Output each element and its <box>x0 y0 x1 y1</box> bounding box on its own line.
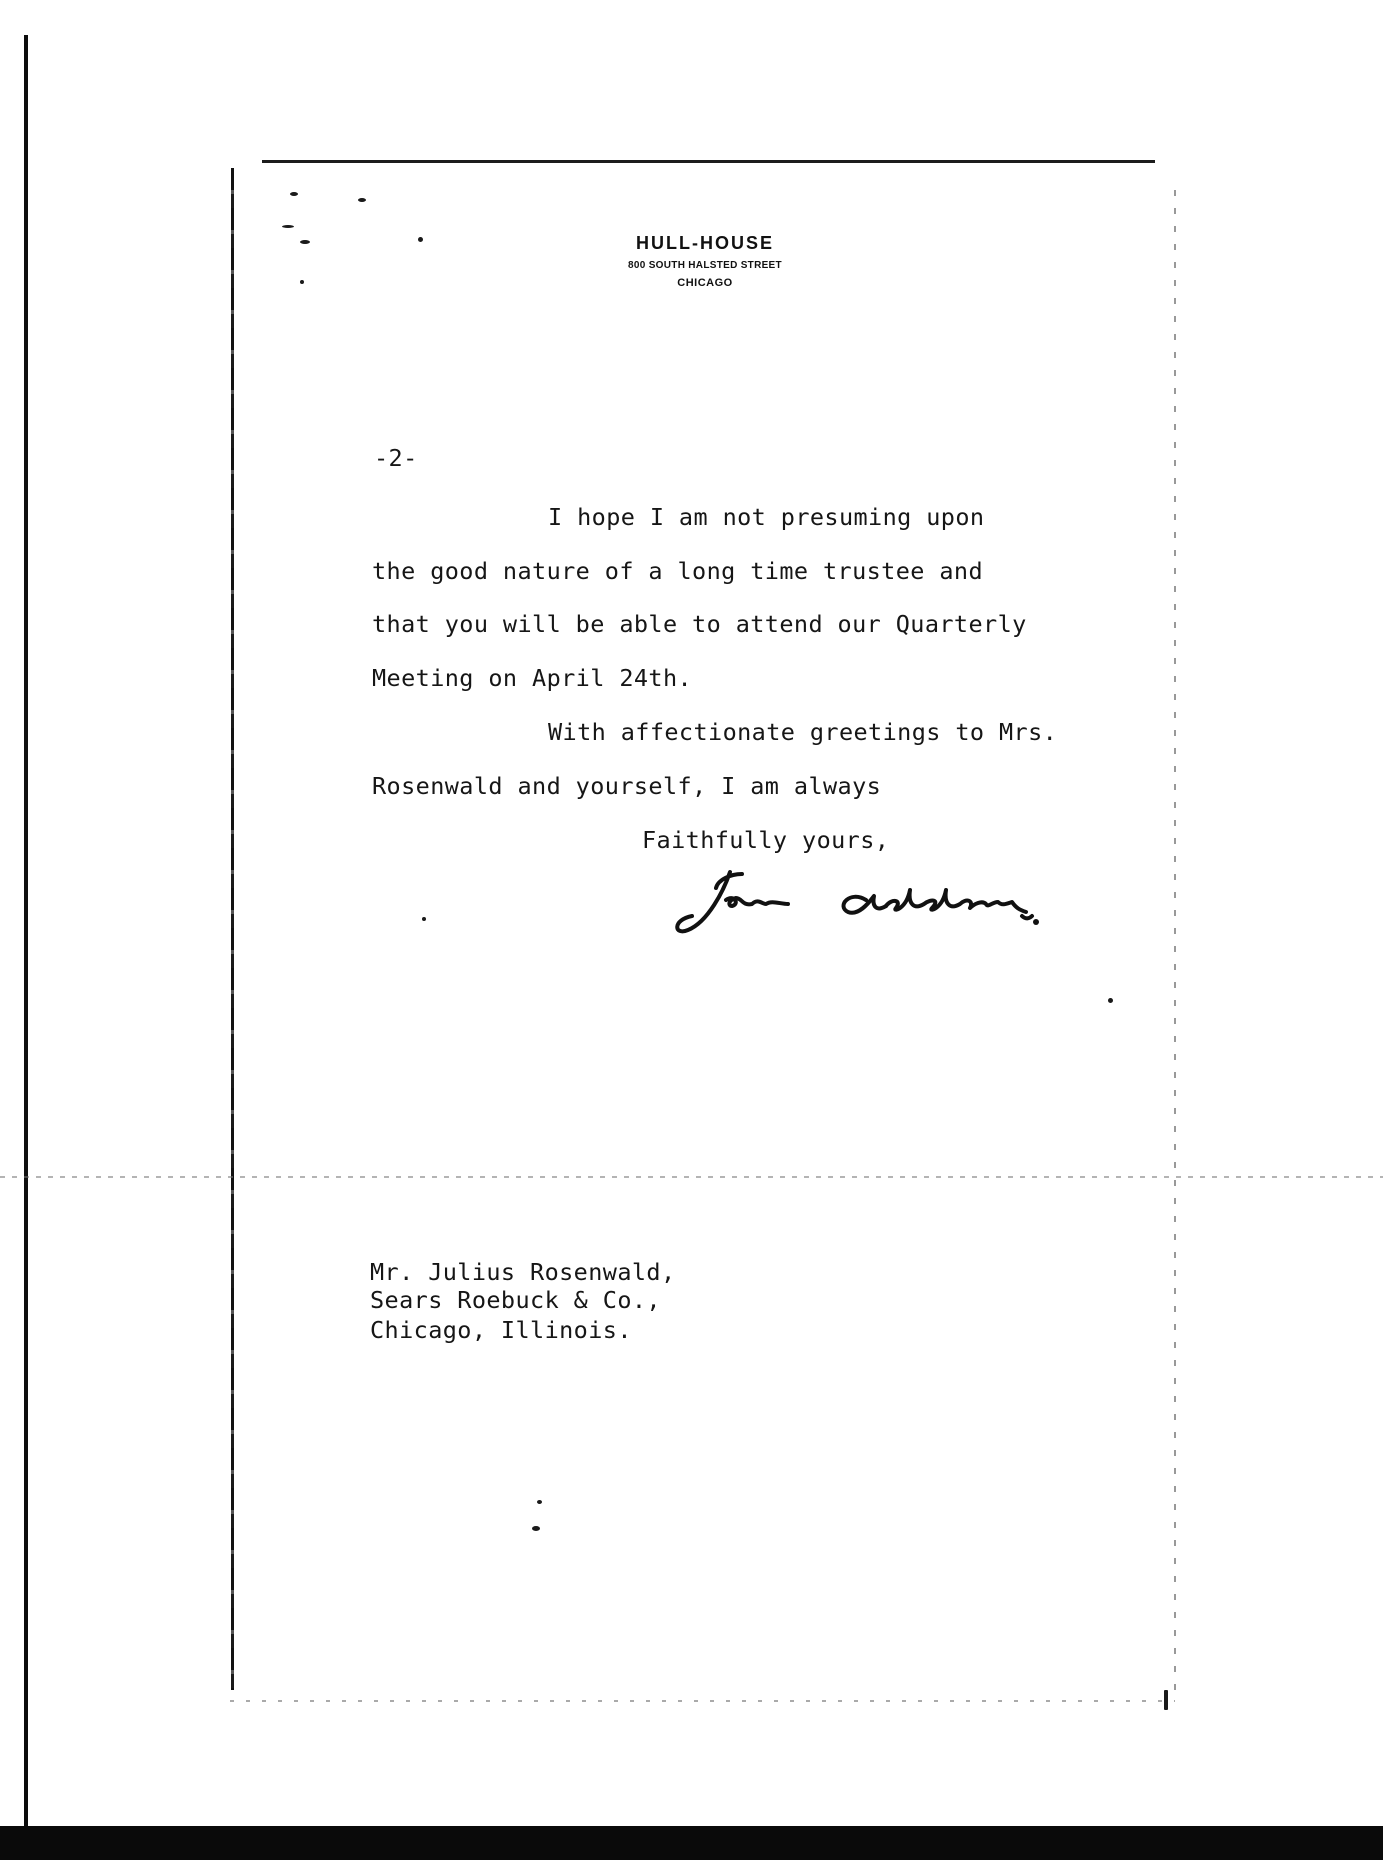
body-line: Rosenwald and yourself, I am always <box>372 772 882 800</box>
body-line: the good nature of a long time trustee and <box>372 557 984 585</box>
body-line: Meeting on April 24th. <box>372 664 693 692</box>
scan-speck <box>282 225 294 228</box>
scan-speck <box>422 917 426 921</box>
letterhead-address: 800 SOUTH HALSTED STREET <box>628 259 782 271</box>
scan-speck <box>300 240 310 244</box>
paper-right-edge <box>1174 190 1176 1690</box>
scan-speck <box>1108 998 1113 1003</box>
scan-left-border <box>24 35 28 1830</box>
fold-line <box>0 1176 1383 1178</box>
scan-speck <box>290 192 298 196</box>
body-line: that you will be able to attend our Quarterly <box>372 610 1027 638</box>
body-line: With affectionate greetings to Mrs. <box>548 718 1058 746</box>
closing: Faithfully yours, <box>642 826 890 854</box>
scan-speck <box>1164 1690 1168 1710</box>
recipient-line: Chicago, Illinois. <box>370 1316 632 1344</box>
recipient-line: Sears Roebuck & Co., <box>370 1286 661 1314</box>
letterhead-city: CHICAGO <box>677 276 733 289</box>
scan-speck <box>358 198 366 202</box>
letterhead <box>585 234 825 289</box>
page-number: -2- <box>374 444 418 472</box>
paper-bottom-edge <box>230 1700 1175 1702</box>
body-line: I hope I am not presuming upon <box>548 503 985 531</box>
paper-left-edge <box>231 168 234 1690</box>
scan-speck <box>300 280 304 284</box>
letterhead-name: HULL-HOUSE <box>636 233 774 253</box>
scan-speck <box>537 1500 542 1504</box>
scan-speck <box>532 1526 540 1531</box>
scan-bottom-border <box>0 1826 1383 1860</box>
paper-top-edge <box>262 160 1155 163</box>
signature <box>670 860 1110 950</box>
scan-speck <box>418 237 423 242</box>
recipient-line: Mr. Julius Rosenwald, <box>370 1258 676 1286</box>
